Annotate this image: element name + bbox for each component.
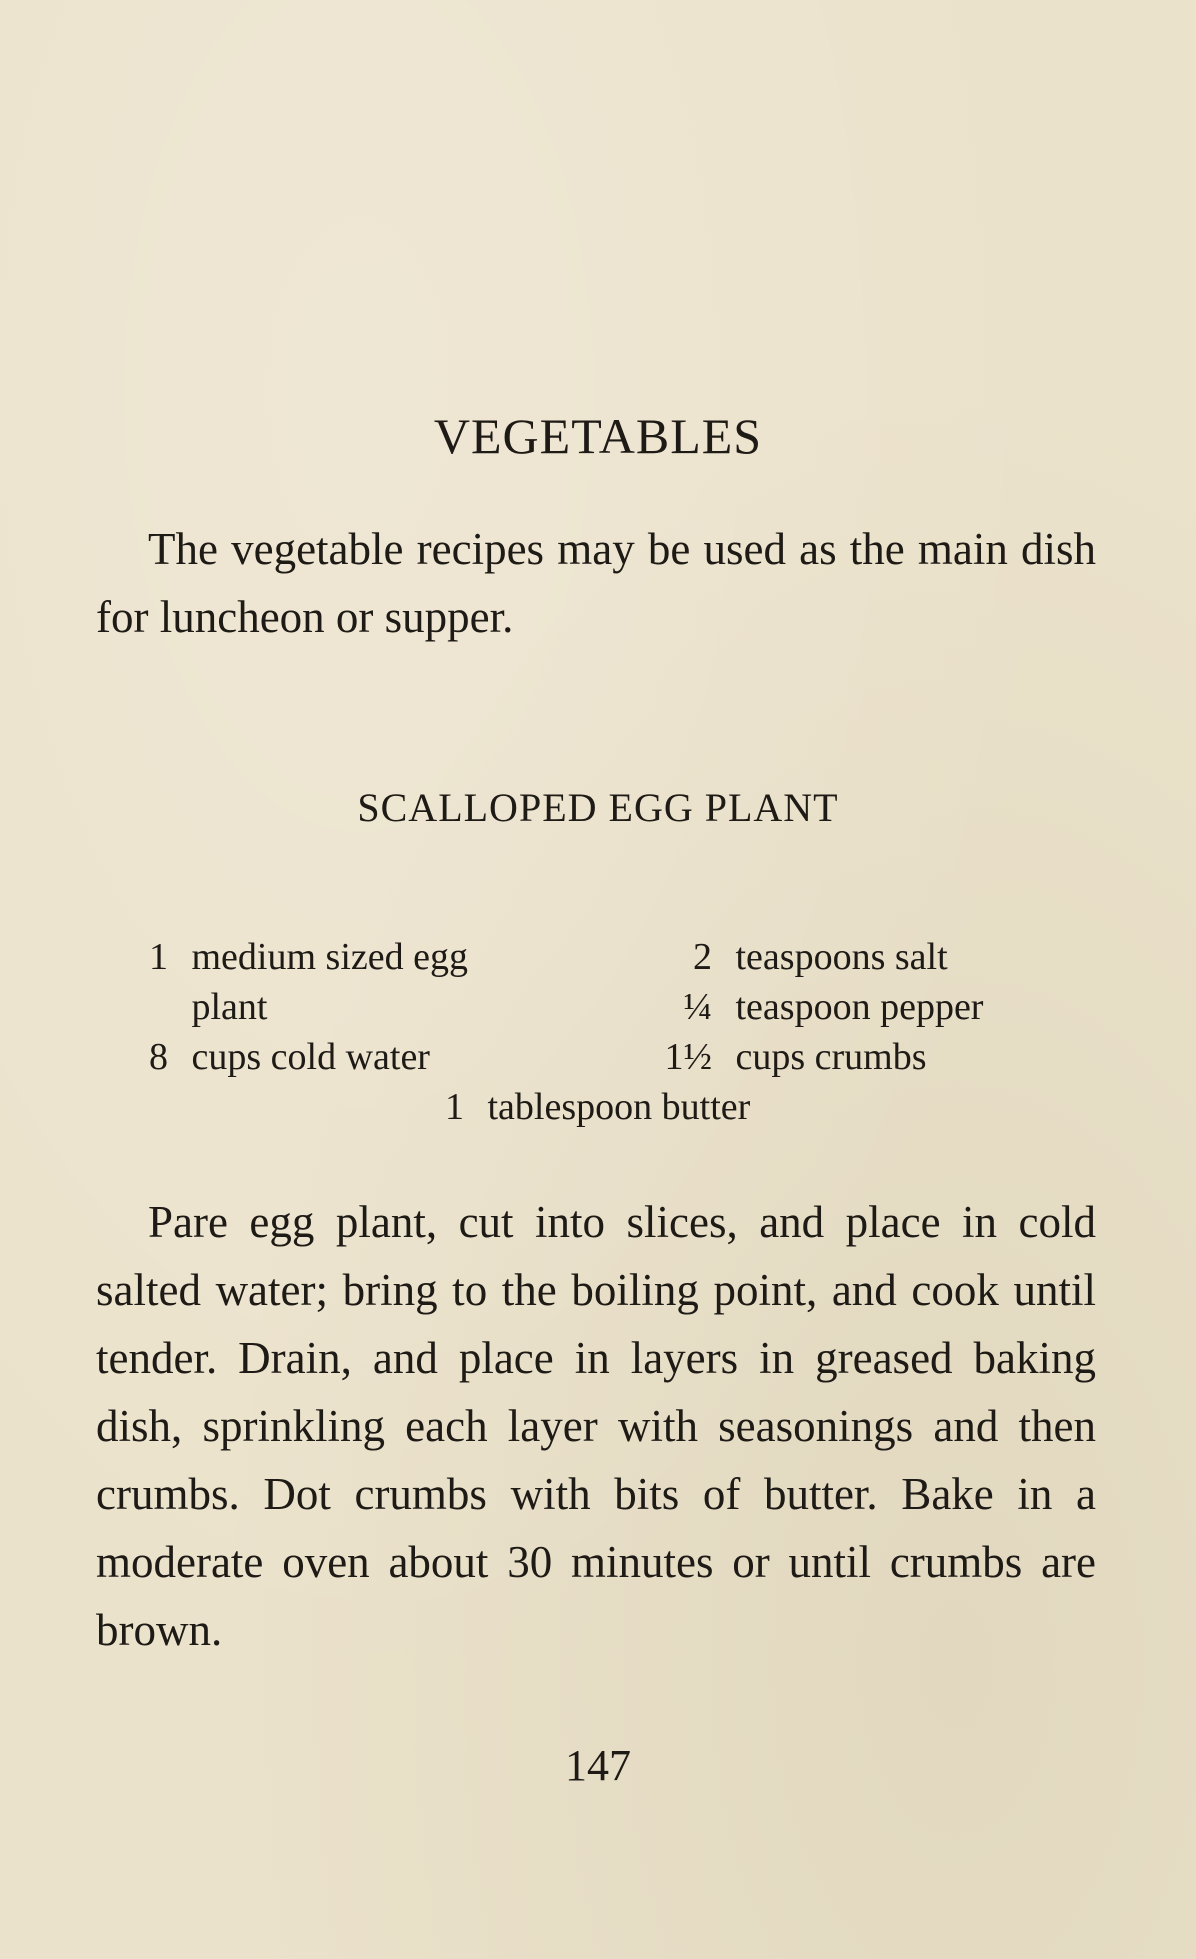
ingredient-quantity: 1 [149, 936, 168, 978]
recipe-title: SCALLOPED EGG PLANT [357, 785, 839, 830]
ingredient-quantity: 1 [445, 1086, 464, 1128]
ingredient-right-2 [630, 982, 983, 1032]
section-title: VEGETABLES [433, 408, 763, 464]
ingredient-left-2 [140, 982, 267, 1032]
intro-paragraph: The vegetable recipes may be used as the main dish for luncheon or supper. [96, 524, 1096, 642]
ingredient-text: cups crumbs [735, 1036, 927, 1078]
ingredient-text: plant [191, 986, 268, 1028]
ingredient-quantity: 8 [149, 1036, 168, 1078]
ingredient-quantity: ¼ [683, 986, 712, 1028]
ingredient-text: tablespoon butter [487, 1086, 751, 1128]
page-number: 147 [565, 1741, 631, 1790]
ingredient-text: teaspoon pepper [735, 986, 984, 1028]
ingredient-quantity: 2 [693, 936, 712, 978]
ingredient-text: teaspoons salt [735, 936, 948, 978]
ingredient-quantity: 1½ [664, 1036, 712, 1078]
ingredient-center [436, 1082, 750, 1132]
directions-paragraph: Pare egg plant, cut into slices, and place in cold salted water; bring to the boiling point, and cook until tender. Drain, and place in layers in greased baking dish, sprinkling each layer with seasonings and then crumbs. Dot crumbs with bits of butter. Bake in a moderate oven about 30 minutes or until crumbs are brown. [96, 1197, 1096, 1655]
ingredient-left-1 [140, 932, 468, 982]
ingredient-text: medium sized egg [191, 936, 468, 978]
ingredient-right-1 [630, 932, 948, 982]
ingredient-right-3 [630, 1032, 927, 1082]
ingredient-text: cups cold water [191, 1036, 430, 1078]
ingredient-left-3 [140, 1032, 430, 1082]
